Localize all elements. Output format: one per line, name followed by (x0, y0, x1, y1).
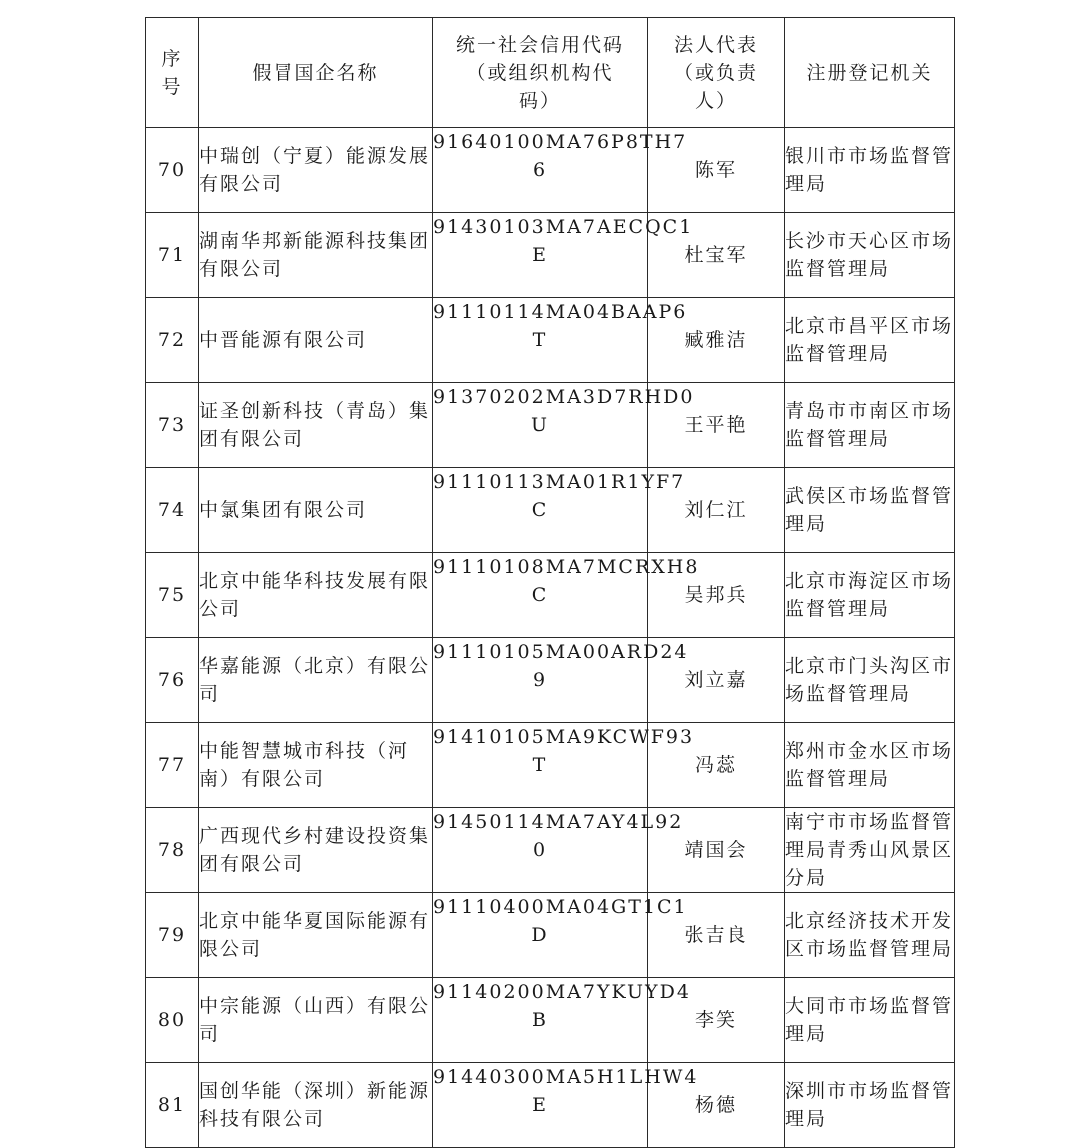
credit-code-part: 91440300MA5H1LHW4 (433, 1066, 699, 1088)
table-row (146, 638, 955, 723)
credit-code-part: 91430103MA7AECQC1 (433, 216, 694, 238)
header-serial-line: 序 (161, 47, 183, 70)
credit-code-cell (433, 553, 700, 638)
serial-number-cell: 79 (146, 893, 199, 978)
credit-code-part: 91110108MA7MCRXH8 (433, 556, 700, 578)
credit-code-part: 91370202MA3D7RHD0 (433, 386, 695, 408)
credit-code-cell (433, 298, 688, 383)
header-credit-code-line: 统一社会信用代码 (455, 33, 624, 56)
table-row (146, 1063, 955, 1148)
registration-authority-cell: 北京市门头沟区市场监督管理局 (785, 638, 955, 723)
legal-rep-cell: 刘立嘉 (648, 638, 785, 723)
header-company-name: 假冒国企名称 (199, 18, 433, 128)
company-name-cell: 中晋能源有限公司 (199, 298, 433, 383)
credit-code-part: E (532, 1094, 548, 1116)
header-serial-number (146, 18, 199, 128)
credit-code-part: 0 (532, 839, 548, 861)
credit-code-cell (433, 893, 688, 978)
legal-rep-cell: 臧雅洁 (648, 298, 785, 383)
table-row (146, 213, 955, 298)
table-row (146, 128, 955, 213)
serial-number-cell: 74 (146, 468, 199, 553)
table-row (146, 808, 955, 893)
header-serial-line: 号 (161, 75, 183, 98)
credit-code-part: 91410105MA9KCWF93 (433, 726, 695, 748)
credit-code-cell (433, 808, 684, 893)
table-row (146, 553, 955, 638)
credit-code-part: 9 (532, 669, 548, 691)
company-name-cell: 广西现代乡村建设投资集团有限公司 (199, 808, 433, 893)
table-row (146, 893, 955, 978)
header-registration-authority: 注册登记机关 (785, 18, 955, 128)
company-name-cell: 华嘉能源（北京）有限公司 (199, 638, 433, 723)
legal-rep-cell: 杜宝军 (648, 213, 785, 298)
credit-code-cell (433, 383, 695, 468)
registration-authority-cell: 银川市市场监督管理局 (785, 128, 955, 213)
legal-rep-cell: 陈军 (648, 128, 785, 213)
credit-code-cell (433, 978, 691, 1063)
registration-authority-cell: 长沙市天心区市场监督管理局 (785, 213, 955, 298)
legal-rep-cell: 杨德 (648, 1063, 785, 1148)
header-legal-rep-line: （或负责 (673, 61, 758, 84)
credit-code-cell (433, 128, 688, 213)
credit-code-part: 91450114MA7AY4L92 (433, 811, 684, 833)
legal-rep-cell: 王平艳 (648, 383, 785, 468)
credit-code-part: T (532, 329, 548, 351)
company-name-cell: 北京中能华科技发展有限公司 (199, 553, 433, 638)
registration-authority-cell: 大同市市场监督管理局 (785, 978, 955, 1063)
serial-number-cell: 78 (146, 808, 199, 893)
legal-rep-cell: 刘仁江 (648, 468, 785, 553)
serial-number-cell: 76 (146, 638, 199, 723)
table-row (146, 468, 955, 553)
company-name-cell: 中宗能源（山西）有限公司 (199, 978, 433, 1063)
registration-authority-cell: 青岛市市南区市场监督管理局 (785, 383, 955, 468)
credit-code-part: 91110113MA01R1YF7 (433, 471, 686, 493)
company-name-cell: 中能智慧城市科技（河南）有限公司 (199, 723, 433, 808)
serial-number-cell: 72 (146, 298, 199, 383)
credit-code-part: U (530, 414, 549, 436)
header-legal-rep-line: 法人代表 (673, 33, 758, 56)
credit-code-cell (433, 213, 694, 298)
serial-number-cell: 73 (146, 383, 199, 468)
table-row (146, 978, 955, 1063)
registration-authority-cell: 北京市海淀区市场监督管理局 (785, 553, 955, 638)
registration-authority-cell: 北京市昌平区市场监督管理局 (785, 298, 955, 383)
registry-table (145, 17, 955, 1148)
registration-authority-cell: 郑州市金水区市场监督管理局 (785, 723, 955, 808)
header-credit-code-line: （或组织机构代 (466, 61, 614, 84)
company-name-cell: 中瑞创（宁夏）能源发展有限公司 (199, 128, 433, 213)
legal-rep-cell: 吴邦兵 (648, 553, 785, 638)
credit-code-part: D (531, 924, 549, 946)
credit-code-part: B (532, 1009, 548, 1031)
credit-code-cell (433, 638, 689, 723)
header-legal-rep-line: 人） (694, 89, 737, 112)
serial-number-cell: 71 (146, 213, 199, 298)
table-row (146, 298, 955, 383)
credit-code-cell (433, 723, 695, 808)
credit-code-part: E (532, 244, 548, 266)
header-credit-code-line: 码） (518, 89, 561, 112)
credit-code-part: C (531, 584, 549, 606)
serial-number-cell: 75 (146, 553, 199, 638)
credit-code-cell (433, 1063, 699, 1148)
legal-rep-cell: 李笑 (648, 978, 785, 1063)
credit-code-part: 91140200MA7YKUYD4 (433, 981, 691, 1003)
header-row (146, 18, 955, 128)
company-name-cell: 中氯集团有限公司 (199, 468, 433, 553)
credit-code-part: T (532, 754, 548, 776)
serial-number-cell: 80 (146, 978, 199, 1063)
header-legal-rep (648, 18, 785, 128)
credit-code-part: C (531, 499, 549, 521)
credit-code-part: 91110400MA04GT1C1 (433, 896, 688, 918)
registration-authority-cell: 南宁市市场监督管理局青秀山风景区分局 (785, 808, 955, 893)
credit-code-cell (433, 468, 686, 553)
table-row (146, 383, 955, 468)
legal-rep-cell: 张吉良 (648, 893, 785, 978)
serial-number-cell: 70 (146, 128, 199, 213)
registration-authority-cell: 武侯区市场监督管理局 (785, 468, 955, 553)
table-row (146, 723, 955, 808)
registration-authority-cell: 深圳市市场监督管理局 (785, 1063, 955, 1148)
credit-code-part: 91640100MA76P8TH7 (433, 131, 688, 153)
serial-number-cell: 81 (146, 1063, 199, 1148)
legal-rep-cell: 靖国会 (648, 808, 785, 893)
credit-code-part: 91110105MA00ARD24 (433, 641, 689, 663)
company-name-cell: 湖南华邦新能源科技集团有限公司 (199, 213, 433, 298)
company-name-cell: 国创华能（深圳）新能源科技有限公司 (199, 1063, 433, 1148)
registration-authority-cell: 北京经济技术开发区市场监督管理局 (785, 893, 955, 978)
serial-number-cell: 77 (146, 723, 199, 808)
header-credit-code (433, 18, 648, 128)
credit-code-part: 91110114MA04BAAP6 (433, 301, 688, 323)
credit-code-part: 6 (532, 159, 548, 181)
legal-rep-cell: 冯蕊 (648, 723, 785, 808)
company-name-cell: 证圣创新科技（青岛）集团有限公司 (199, 383, 433, 468)
company-name-cell: 北京中能华夏国际能源有限公司 (199, 893, 433, 978)
